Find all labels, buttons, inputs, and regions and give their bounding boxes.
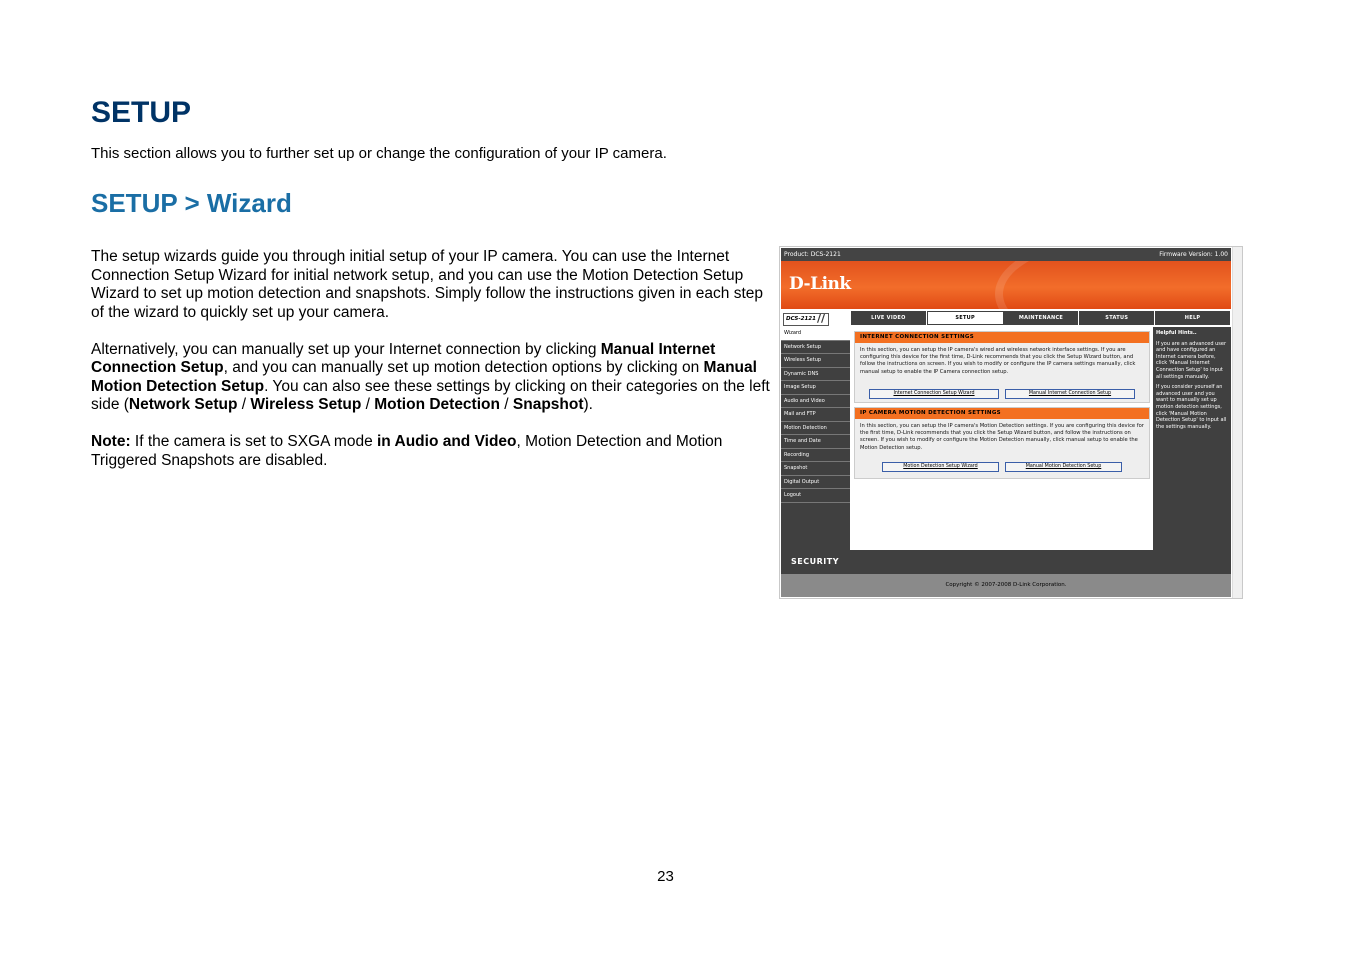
text: If the camera is set to SXGA mode: [130, 433, 377, 450]
separator: /: [499, 396, 513, 413]
firmware-label: Firmware Version: 1.00: [1159, 251, 1228, 258]
hints-title: Helpful Hints..: [1156, 330, 1197, 336]
nav-item-image-setup[interactable]: Image Setup: [781, 381, 850, 395]
bold-term: Snapshot: [512, 396, 584, 413]
internet-settings-text: In this section, you can setup the IP camera's wired and wireless network interface settings. If you are configuring this device for the first time, D-Link recommends that you click the Setup Wizard button, and follow the instructions on screen. If you wish to modify or configure the IP camera settings manually, click manual setup to enable the IP Camera connection setup.: [860, 347, 1136, 375]
hint-text: If you consider yourself an advanced user and you want to manually set up motion detection settings, click 'Manual Motion Detection Setup' to input all the settings manually.: [1156, 384, 1227, 430]
hint-text: If you are an advanced user and have configured an Internet camera before, click 'Manual Internet Connection Setup' to input all settings manually.: [1156, 340, 1227, 380]
motion-wizard-button[interactable]: Motion Detection Setup Wizard: [882, 462, 999, 472]
page-title: SETUP: [91, 96, 192, 129]
tab-setup[interactable]: SETUP: [927, 311, 1004, 325]
internet-wizard-button[interactable]: Internet Connection Setup Wizard: [869, 389, 999, 399]
tab-status[interactable]: STATUS: [1079, 311, 1155, 325]
bold-term: Manual Motion Detection Setup: [91, 359, 757, 395]
model-row: [781, 309, 1231, 327]
scrollbar[interactable]: [1232, 247, 1242, 598]
paragraph-wizards: The setup wizards guide you through initial setup of your IP camera. You can use the Internet Connection Setup Wizard for initial network setup, and you can use the Motion Detection Setup Wizard to set up motion detection and snapshots. Simply follow the instructions given in each step of the wizard to quickly set up your camera.: [91, 248, 764, 321]
note-label: Note:: [91, 433, 131, 450]
manual-motion-button[interactable]: Manual Motion Detection Setup: [1005, 462, 1122, 472]
nav-item-recording[interactable]: Recording: [781, 449, 850, 463]
manual-internet-button[interactable]: Manual Internet Connection Setup: [1005, 389, 1135, 399]
bold-term: Manual Internet Connection Setup: [91, 340, 716, 376]
motion-settings-text: In this section, you can setup the IP camera's Motion Detection settings. If you are configuring this device for the first time, D-Link recommends that you click the Setup Wizard button, and follow the instructions on screen. If you wish to modify or configure the Motion Detection manually, click manual setup to enable the Motion Detection setup.: [860, 423, 1144, 451]
helpful-hints: [1153, 327, 1231, 550]
model-badge: DCS-2121: [783, 313, 829, 326]
dlink-logo: D-Link: [789, 274, 851, 294]
separator: /: [361, 396, 375, 413]
setup-screenshot: [779, 246, 1243, 599]
nav-item-wireless-setup[interactable]: Wireless Setup: [781, 354, 850, 368]
page-number: 23: [657, 868, 674, 885]
text: . You can also see these settings by clicking on their categories on the left side (: [91, 377, 770, 413]
bold-term: Motion Detection: [374, 396, 500, 413]
bold-term: Network Setup: [128, 396, 238, 413]
text: , Motion Detection and Motion Triggered Snapshots are disabled.: [91, 433, 723, 469]
tab-live-video[interactable]: LIVE VIDEO: [851, 311, 927, 325]
paragraph-note: [91, 433, 771, 470]
section-title: SETUP > Wizard: [91, 188, 292, 218]
main-panel: [850, 327, 1153, 550]
copyright-footer: Copyright © 2007-2008 D-Link Corporation.: [781, 574, 1231, 597]
dlink-banner: [781, 261, 1231, 309]
motion-settings-box: [854, 407, 1150, 479]
nav-item-audio-video[interactable]: Audio and Video: [781, 395, 850, 409]
nav-item-motion-detection[interactable]: Motion Detection: [781, 422, 850, 436]
nav-item-time-date[interactable]: Time and Date: [781, 435, 850, 449]
banner-swoosh: [995, 261, 1231, 309]
text: Alternatively, you can manually set up your Internet connection by clicking: [91, 340, 601, 358]
nav-item-logout[interactable]: Logout: [781, 489, 850, 503]
paragraph-manual: [91, 341, 771, 415]
motion-settings-header: IP CAMERA MOTION DETECTION SETTINGS: [855, 408, 1149, 419]
product-bar: [781, 248, 1231, 261]
internet-settings-header: INTERNET CONNECTION SETTINGS: [855, 332, 1149, 343]
nav-item-digital-output[interactable]: Digital Output: [781, 476, 850, 490]
text: ).: [583, 396, 593, 413]
intro-text: This section allows you to further set up or change the configuration of your IP camera.: [91, 145, 667, 162]
bold-term: Wireless Setup: [250, 396, 362, 413]
nav-item-wizard[interactable]: Wizard: [781, 327, 850, 341]
nav-item-snapshot[interactable]: Snapshot: [781, 462, 850, 476]
text: , and you can manually set up motion detection options by clicking on: [223, 359, 704, 376]
bold-term: in Audio and Video: [377, 433, 517, 450]
internet-settings-box: [854, 331, 1150, 403]
security-footer: SECURITY: [781, 550, 1231, 574]
left-nav: [781, 327, 850, 550]
tab-maintenance[interactable]: MAINTENANCE: [1004, 311, 1080, 325]
body-text: [91, 248, 771, 489]
nav-item-network-setup[interactable]: Network Setup: [781, 341, 850, 355]
nav-item-dynamic-dns[interactable]: Dynamic DNS: [781, 368, 850, 382]
slashes-decoration: //: [817, 312, 826, 325]
tab-help[interactable]: HELP: [1155, 311, 1231, 325]
separator: /: [237, 396, 251, 413]
nav-item-mail-ftp[interactable]: Mail and FTP: [781, 408, 850, 422]
top-tabs: [851, 311, 1231, 325]
product-label: Product: DCS-2121: [784, 251, 841, 258]
